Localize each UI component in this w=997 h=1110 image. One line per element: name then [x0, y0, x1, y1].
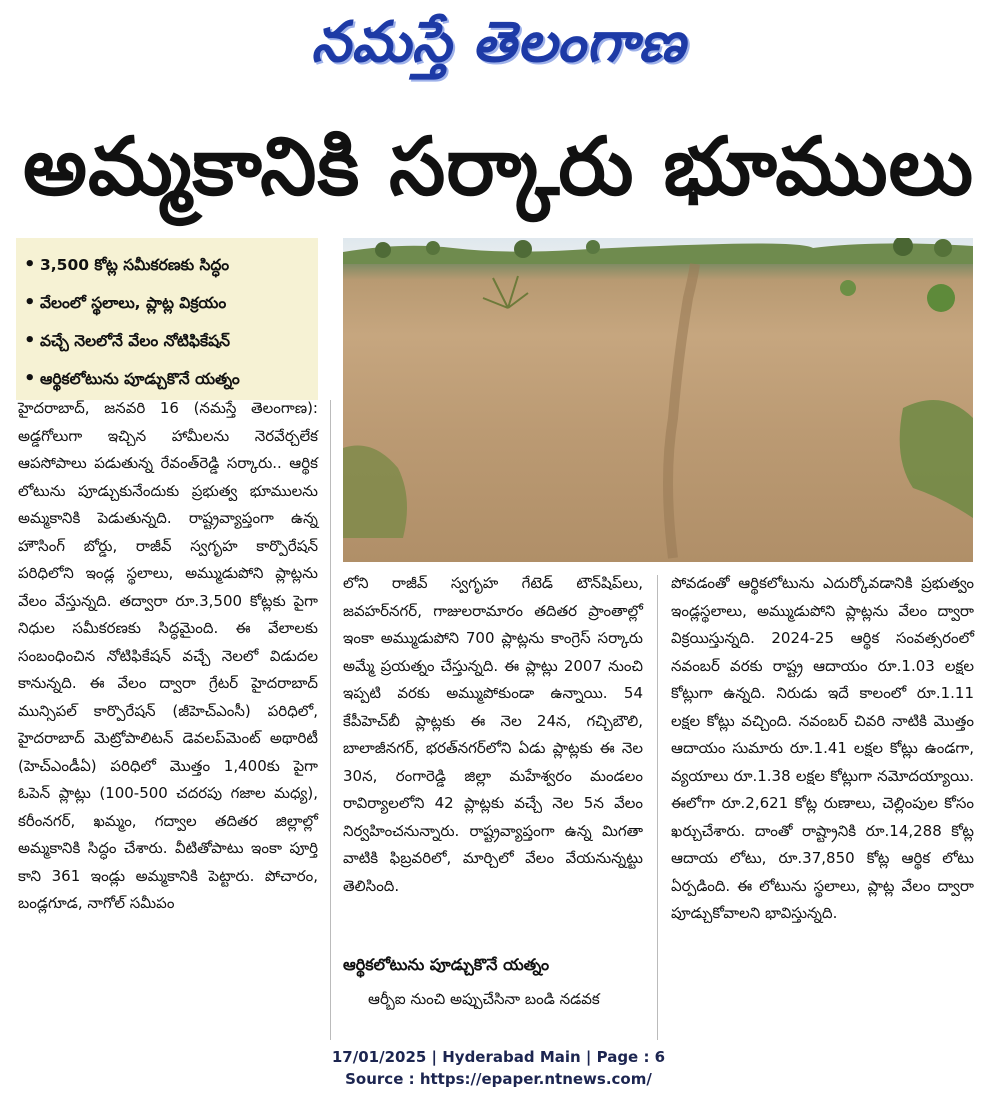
- article-text: హైదరాబాద్, జనవరి 16 (నమస్తే తెలంగాణ): అడ్డగోలుగా ఇచ్చిన హామీలను నెరవేర్చలేక ఆపసోపాలు పడుతున్న రేవంత్‌రెడ్డి సర్కారు.. ఆర్థిక లోటును పూడ్చుకునేందుకు ప్రభుత్వ భూములను అమ్మకానికి పెడుతున్నది. రాష్ట్రవ్యాప్తంగా ఉన్న హౌసింగ్ బోర్డు, రాజీవ్ స్వగృహ కార్పొరేషన్ పరిధిలోని ఇండ్ల స్థలాలు, అమ్ముడుపోని ప్లాట్లను వేలం వేస్తున్నది. తద్వారా రూ.3,500 కోట్లకు పైగా నిధుల సమీకరణకు సిద్ధమైంది. ఈ వేలాలకు సంబంధించిన నోటిఫికేషన్ వచ్చే నెలలో విడుదల కానున్నది. ఈ వేలం ద్వారా గ్రేటర్ హైదరాబాద్ మున్సిపల్ కార్పొరేషన్ (జీహెచ్‌ఎంసీ) పరిధిలో, హైదరాబాద్ మెట్రోపాలిటన్ డెవలప్‌మెంట్ అథారిటీ (హెచ్‌ఎండీఏ) పరిధిలో మొత్తం 1,400కు పైగా ఓపెన్ ప్లాట్లు (100-500 చదరపు గజాల మధ్య), కరీంనగర్, ఖమ్మం, గద్వాల తదితర జిల్లాల్లో అమ్మకానికి సిద్ధం చేశారు. వీటితోపాటు ఇంకా పూర్తి కాని 361 ఇండ్లు అమ్మకానికి పెట్టారు. పోచారం, బండ్లగూడ, నాగోల్ సమీపం: [18, 399, 318, 912]
- article-text: ఆర్బీఐ నుంచి అప్పుచేసినా బండి నడవక: [368, 990, 600, 1008]
- masthead-logo: నమస్తే తెలంగాణ: [311, 10, 686, 75]
- highlights-box: [16, 238, 318, 400]
- headline: అమ్మకానికి సర్కారు భూములు: [22, 120, 975, 213]
- article-column-2: [343, 570, 643, 900]
- highlight-item: • 3,500 కోట్ల సమీకరణకు సిద్ధం: [24, 254, 230, 275]
- highlight-item: • వేలంలో స్థలాలు, ప్లాట్ల విక్రయం: [24, 292, 227, 313]
- highlight-item: • ఆర్థికలోటును పూడ్చుకొనే యత్నం: [24, 368, 240, 389]
- article-text: పోవడంతో ఆర్థికలోటును ఎదుర్కోవడానికి ప్రభుత్వం ఇండ్లస్థలాలు, అమ్ముడుపోని ప్లాట్లను వేలం ద్వారా విక్రయిస్తున్నది. 2024-25 ఆర్థిక సంవత్సరంలో నవంబర్ వరకు రాష్ట్ర ఆదాయం రూ.1.03 లక్షల కోట్లుగా ఉన్నది. నిరుడు ఇదే కాలంలో రూ.1.11 లక్షల కోట్లు వచ్చింది. నవంబర్ చివరి నాటికి మొత్తం ఆదాయం సుమారు రూ.1.41 లక్షల కోట్లు ఉండగా, వ్యయాలు రూ.1.38 లక్షల కోట్లుగా నమోదయ్యాయి. ఈలోగా రూ.2,621 కోట్ల రుణాలు, చెల్లింపుల కోసం ఖర్చుచేశారు. దాంతో రాష్ట్రానికి రూ.14,288 కోట్ల ఆదాయ లోటు, రూ.37,850 కోట్ల ఆర్థిక లోటు ఏర్పడింది. ఈ లోటును స్థలాలు, ప్లాట్ల వేలం ద్వారా పూడ్చుకోవాలని భావిస్తున్నది.: [671, 574, 974, 922]
- land-photo-art: [343, 238, 973, 562]
- column-divider: [657, 575, 658, 1040]
- article-column-1: [18, 395, 318, 918]
- land-photo: [343, 238, 973, 562]
- article-column-3: [671, 570, 974, 928]
- article-text: లోని రాజీవ్ స్వగృహ గేటెడ్ టౌన్‌షిప్‌లు, జవహర్‌నగర్, గాజులరామారం తదితర ప్రాంతాల్లో ఇంకా అమ్ముడుపోని 700 ప్లాట్లను కాంగ్రెస్ సర్కారు అమ్మే ప్రయత్నం చేస్తున్నది. ఈ ప్లాట్లు 2007 నుంచి ఇప్పటి వరకు అమ్ముపోకుండా ఉన్నాయి. 54 కేపీహెచ్‌బీ ప్లాట్లకు ఈ నెల 24న, గచ్చిబౌలి, బాలాజీనగర్, భరత్‌నగర్‌లోని ఏడు ప్లాట్లకు ఈ నెల 30న, రంగారెడ్డి జిల్లా మహేశ్వరం మండలం రావిర్యాలలోని 42 ప్లాట్లకు వచ్చే నెల 5న వేలం నిర్వహించనున్నారు. రాష్ట్రవ్యాప్తంగా ఉన్న మిగతా వాటికి ఫిబ్రవరిలో, మార్చిలో వేలం వేయనున్నట్టు తెలిసింది.: [343, 574, 643, 895]
- section-subheading: ఆర్థికలోటును పూడ్చుకొనే యత్నం: [343, 955, 550, 974]
- column-divider: [330, 400, 331, 1040]
- footer-source: Source : https://epaper.ntnews.com/: [345, 1070, 652, 1088]
- footer-date-edition: 17/01/2025 | Hyderabad Main | Page : 6: [331, 1048, 666, 1066]
- highlight-item: • వచ్చే నెలలోనే వేలం నోటిఫికేషన్: [24, 330, 231, 351]
